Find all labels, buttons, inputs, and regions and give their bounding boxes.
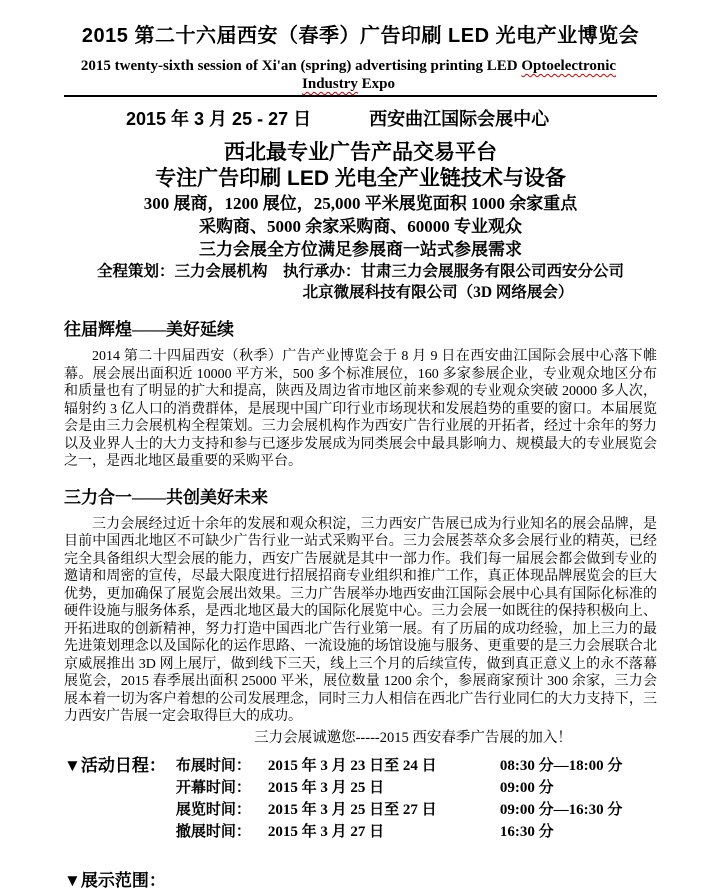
schedule-row-date: 2015 年 3 月 27 日 [267, 823, 385, 840]
organizer-line-2: 北京微展科技有限公司（3D 网络展会） [302, 284, 574, 301]
schedule-row-date: 2015 年 3 月 25 日至 27 日 [267, 801, 437, 818]
section-heading-past-glory: 往届辉煌——美好延续 [64, 320, 234, 339]
stats-line-1: 300 展商，1200 展位，25,000 平米展览面积 1000 余家重点 [143, 194, 578, 213]
subtitle-en-post: Expo [357, 76, 395, 92]
schedule-row [176, 755, 657, 777]
schedule-row-time: 09:00 分 [499, 779, 554, 796]
schedule-section [64, 755, 657, 843]
schedule-label: ▼活动日程： [64, 755, 166, 775]
subtitle-en-pre: 2015 twenty-sixth session of Xi'an (spring) advertising printing LED [80, 58, 522, 74]
schedule-row-time: 16:30 分 [499, 823, 554, 840]
organizer-line-1: 全程策划：三力会展机构 执行承办：甘肃三力会展服务有限公司西安分公司 [96, 263, 624, 280]
schedule-rows [176, 755, 657, 843]
subtitle-en-spellcheck: Optoelectronic Industry [302, 58, 617, 92]
schedule-row [176, 821, 657, 843]
section-body-future: 三力会展经过近十余年的发展和观众积淀，三力西安广告展已成为行业知名的展会品牌，是目前中国西北地区不可缺少广告行业一站式采购平台。三力会展荟萃众多会展行业的精英，已经完全具备组织大型会展的能力，西安广告展就是其中一部力作。我们每一届展会都会做到专业的邀请和周密的宣传，尽最大限度进行招展招商专业组织和推广工作，真正体现品牌展览会的巨大优势，更加确保了展览会展出效果。三力广告展举办地西安曲江国际会展中心具有国际化标准的硬件设施与服务体系，是西北地区最大的国际化展览中心。三力会展一如既往的保持积极向上、开拓进取的创新精神，努力打造中国西北广告行业第一展。有了历届的成功经验，加上三力的最先进策划理念以及国际化的运作思路、一流设施的场馆设施与服务、更重要的是三力会展联合北京威展推出 3D 网上展厅，做到线下三天，线上三个月的后续宣传，做到真正意义上的永不落幕展览会，2015 春季展出面积 25000 平米，展位数量 1200 余个，参展商家预计 300 余家，三力会展本着一切为客户着想的公司发展理念，同时三力人相信在西北广告行业同仁的大力支持下，三力西安广告展一定会取得巨大的成功。 [64, 516, 657, 724]
event-venue: 西安曲江国际会展中心 [369, 109, 550, 129]
section-heading-future: 三力合一——共创美好未来 [64, 487, 268, 507]
stats-line-3: 三力会展全方位满足参展商一站式参展需求 [199, 240, 522, 259]
closing-invitation-line: 三力会展诚邀您-----2015 西安春季广告展的加入！ [254, 729, 572, 746]
subtitle-row [64, 57, 657, 97]
schedule-row-time: 08:30 分—18:00 分 [499, 757, 623, 774]
subtitle-en [64, 57, 657, 97]
schedule-row-name: 展览时间： [175, 801, 251, 818]
schedule-row-name: 撤展时间： [175, 823, 251, 840]
date-venue-row [64, 108, 657, 130]
schedule-row [176, 777, 657, 799]
slogan-line-1: 西北最专业广告产品交易平台 [224, 141, 497, 164]
stats-line-2: 采购商、5000 余家采购商、60000 专业观众 [199, 217, 522, 236]
section-body-past-glory: 2014 第二十四届西安（秋季）广告产业博览会于 8 月 9 日在西安曲江国际会展中心落下帷幕。展会展出面积近 10000 平方米，500 多个标准展位，160 多家参展企业，专业观众地区分布和质量也有了明显的扩大和提高，陕西及周边省市地区前来参观的专业观众突破 20000 多人次，辐射约 3 亿人口的消费群体，是展现中国广印行业市场现状和发展趋势的重要的窗口。本届展览会是由三力会展机构全程策划。三力会展机构作为西安广告行业展的开拓者，经过十余年的努力以及业界人士的大力支持和参与已逐步发展成为同类展会中最具影响力、规模最大的专业展览会之一，是西北地区最重要的采购平台。 [64, 349, 657, 469]
schedule-row [176, 799, 657, 821]
schedule-row-time: 09:00 分—16:30 分 [499, 801, 623, 818]
schedule-row-name: 开幕时间： [175, 779, 251, 796]
scope-section-label: ▼展示范围： [64, 870, 166, 890]
event-dates: 2015 年 3 月 25 - 27 日 [126, 109, 312, 129]
slogan-line-2: 专注广告印刷 LED 光电全产业链技术与设备 [155, 167, 566, 190]
page-title: 2015 第二十六届西安（春季）广告印刷 LED 光电产业博览会 [81, 25, 640, 47]
schedule-row-date: 2015 年 3 月 25 日 [267, 779, 385, 796]
schedule-row-name: 布展时间： [175, 757, 251, 774]
schedule-row-date: 2015 年 3 月 23 日至 24 日 [267, 757, 437, 774]
